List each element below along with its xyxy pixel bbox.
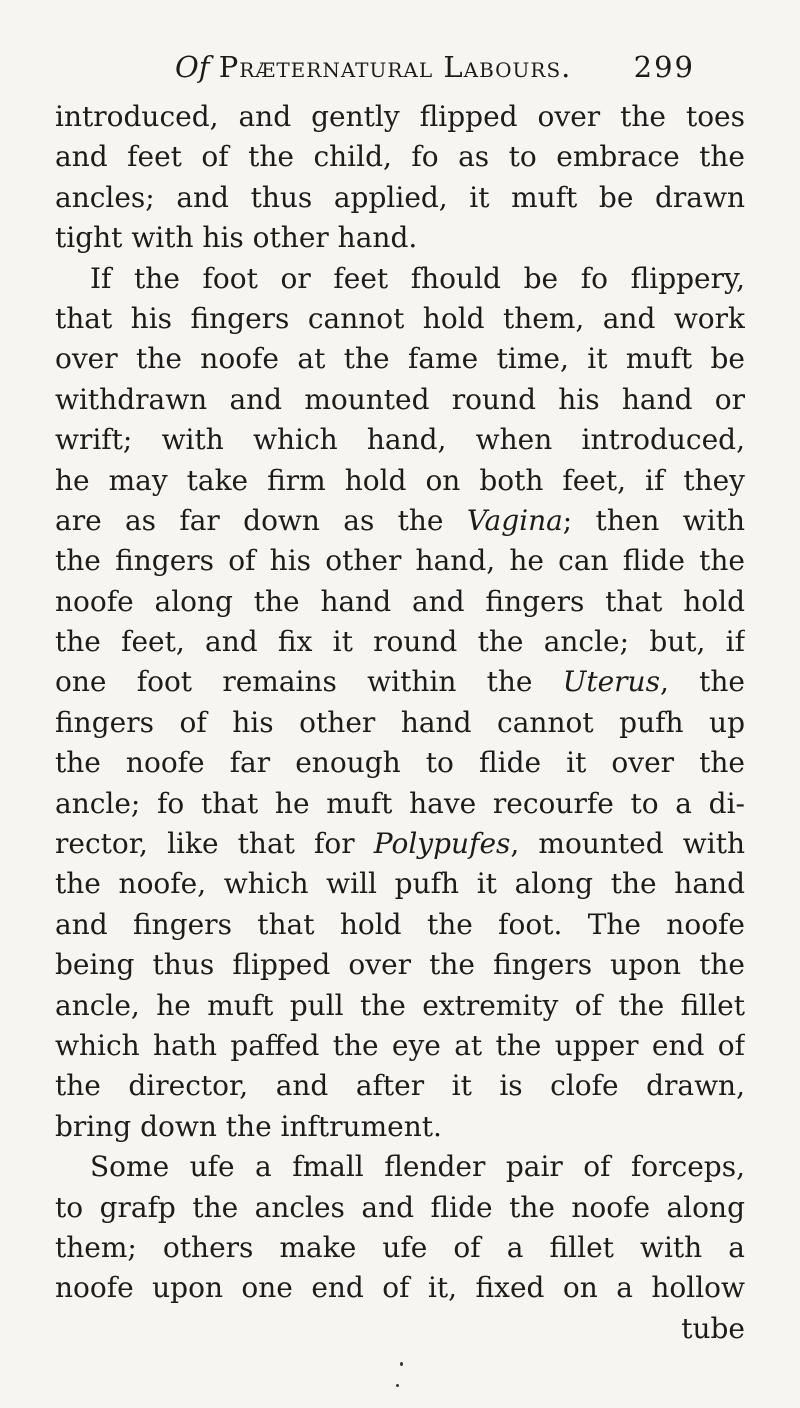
- text-line: ancle; fo that he muft have recourfe to a di-: [55, 786, 745, 820]
- ink-speck: [396, 1384, 399, 1387]
- italic-term: Polypufes: [373, 827, 511, 861]
- text-line: Some ufe a fmall flender pair of forceps,: [90, 1150, 745, 1184]
- text-line: that his fingers cannot hold them, and work: [55, 301, 745, 335]
- text-line: withdrawn and mounted round his hand or: [55, 382, 745, 416]
- running-head-of: Of: [175, 50, 210, 84]
- text-line: being thus flipped over the fingers upon the: [55, 948, 745, 982]
- text-line: ancles; and thus applied, it muft be drawn: [55, 180, 745, 214]
- text-line: [55, 501, 745, 541]
- text-line: to grafp the ancles and flide the noofe along: [55, 1190, 745, 1224]
- text-line: over the noofe at the fame time, it muft be: [55, 342, 745, 376]
- text-segment: are as far down as the: [55, 503, 467, 537]
- text-line: the fingers of his other hand, he can flide the: [55, 544, 745, 578]
- text-segment: one foot remains within the: [55, 665, 563, 699]
- italic-term: Vagina: [466, 503, 563, 537]
- text-line: and fingers that hold the foot. The noofe: [55, 907, 745, 941]
- ink-speck: [400, 1362, 403, 1366]
- text-line: he may take firm hold on both feet, if they: [55, 463, 745, 497]
- text-line: tube: [681, 1311, 745, 1345]
- text-line: the feet, and fix it round the ancle; but, if: [55, 625, 745, 659]
- text-line: introduced, and gently flipped over the toes: [55, 100, 745, 133]
- text-line: bring down the inftrument.: [55, 1109, 442, 1143]
- text-line: noofe upon one end of it, fixed on a hollow: [55, 1271, 745, 1305]
- text-segment: , the: [659, 665, 745, 699]
- italic-term: Uterus: [562, 665, 660, 699]
- text-line: the director, and after it is clofe drawn,: [55, 1069, 745, 1103]
- body-text: [55, 97, 745, 1349]
- page-number: 299: [633, 50, 695, 84]
- running-head: [175, 45, 695, 89]
- text-line: them; others make ufe of a fillet with a: [55, 1230, 745, 1264]
- text-line: ancle, he muft pull the extremity of the fillet: [55, 988, 745, 1022]
- text-segment: ; then with: [562, 503, 745, 537]
- running-head-title: Præternatural Labours.: [218, 50, 572, 84]
- text-line: noofe along the hand and fingers that hold: [55, 584, 745, 618]
- text-segment: rector, like that for: [55, 827, 374, 861]
- text-line: fingers of his other hand cannot pufh up: [55, 705, 745, 739]
- text-segment: , mounted with: [510, 827, 745, 861]
- text-line: [55, 662, 745, 702]
- text-line: the noofe, which will pufh it along the hand: [55, 867, 745, 901]
- text-line: and feet of the child, fo as to embrace the: [55, 140, 745, 174]
- text-line: [55, 824, 745, 864]
- text-line: the noofe far enough to flide it over the: [55, 746, 745, 780]
- text-line: wrift; with which hand, when introduced,: [55, 423, 745, 457]
- text-line: If the foot or feet fhould be fo flippery,: [90, 261, 745, 295]
- text-line: which hath paffed the eye at the upper end of: [55, 1028, 745, 1062]
- text-line: tight with his other hand.: [55, 221, 418, 255]
